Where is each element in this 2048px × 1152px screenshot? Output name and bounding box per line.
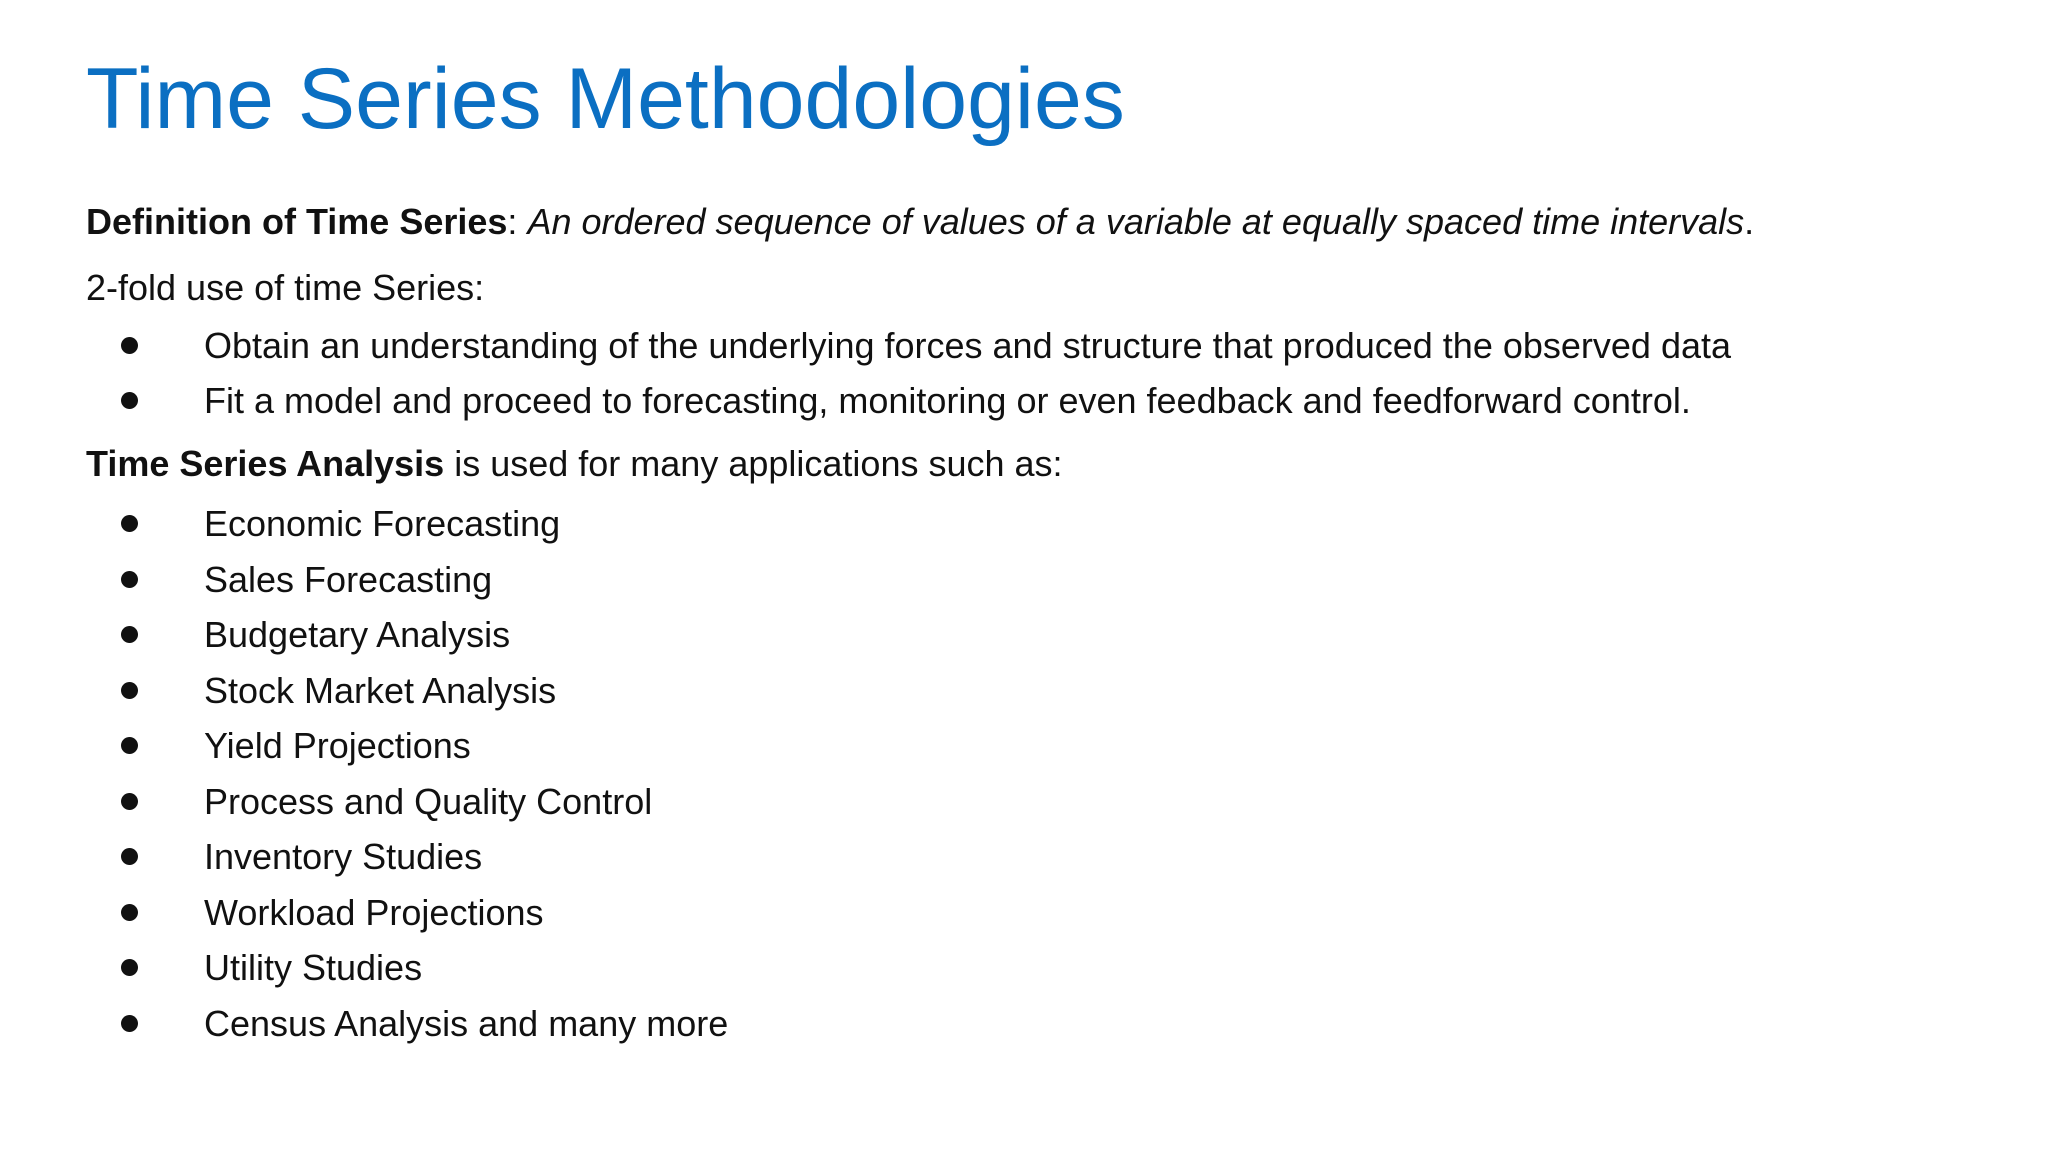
list-item-text: Yield Projections [204,725,471,767]
definition-text: An ordered sequence of values of a variable at equally spaced time intervals [527,201,1745,242]
bullet-icon [121,392,138,409]
list-item-text: Economic Forecasting [204,503,561,545]
list-item-text: Inventory Studies [204,836,483,878]
list-item [86,829,728,885]
bullet-icon [121,515,138,532]
definition-end: . [1744,201,1755,242]
bullet-icon [121,959,138,976]
applications-label: Time Series Analysis [86,443,445,484]
bullet-icon [121,793,138,810]
definition-separator: : [507,201,528,242]
list-item [86,373,1731,428]
uses-list [86,318,1731,428]
definition-label: Definition of Time Series [86,201,508,242]
bullet-icon [121,1015,138,1032]
list-item [86,663,728,719]
bullet-icon [121,848,138,865]
list-item-text: Workload Projections [204,891,544,933]
applications-heading [86,442,1063,485]
list-item [86,996,728,1052]
bullet-icon [121,904,138,921]
list-item-text: Sales Forecasting [204,558,493,600]
list-item-text: Obtain an understanding of the underlying forces and structure that produced the observed data [204,324,1732,366]
bullet-icon [121,682,138,699]
list-item [86,718,728,774]
applications-list [86,496,728,1051]
list-item [86,552,728,608]
list-item-text: Budgetary Analysis [204,614,511,656]
definition-line [86,200,1754,243]
applications-text: is used for many applications such as: [444,443,1063,484]
bullet-icon [121,626,138,643]
list-item [86,940,728,996]
list-item-text: Fit a model and proceed to forecasting, monitoring or even feedback and feedforward control. [204,379,1691,421]
list-item-text: Process and Quality Control [204,780,653,822]
bullet-icon [121,337,138,354]
bullet-icon [121,737,138,754]
list-item-text: Stock Market Analysis [204,669,557,711]
slide-title: Time Series Methodologies [86,51,1125,147]
list-item [86,774,728,830]
list-item-text: Census Analysis and many more [204,1002,729,1044]
list-item [86,318,1731,373]
list-item [86,607,728,663]
list-item [86,496,728,552]
list-item-text: Utility Studies [204,947,423,989]
list-item [86,885,728,941]
bullet-icon [121,571,138,588]
uses-heading: 2-fold use of time Series: [86,267,485,308]
